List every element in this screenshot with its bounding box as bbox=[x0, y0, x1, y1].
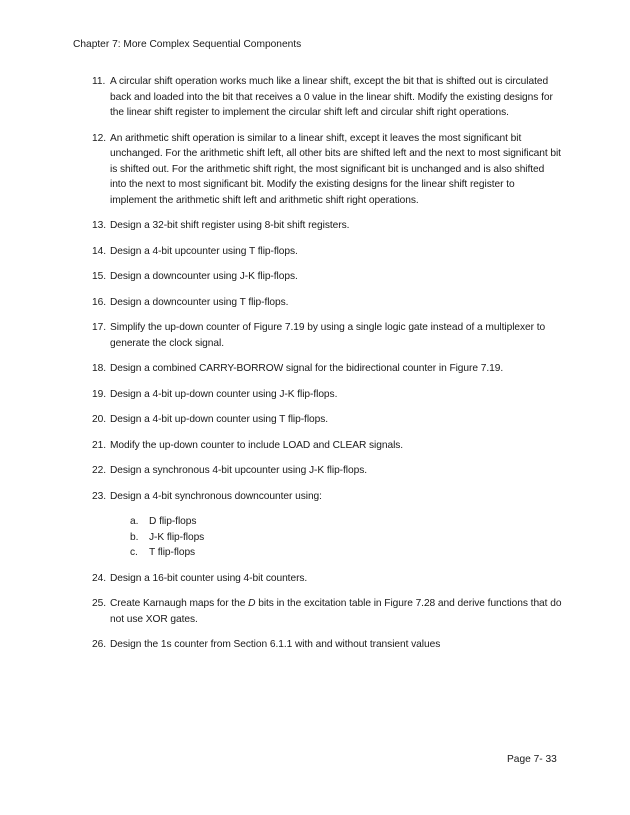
problem-number: 13. bbox=[92, 220, 106, 231]
problem-text: Design a 4-bit upcounter using T flip-flops. bbox=[110, 245, 298, 257]
problem-number: 20. bbox=[92, 414, 106, 425]
problem-number: 12. bbox=[92, 132, 106, 144]
problem-number: 17. bbox=[92, 322, 106, 333]
italic-variable-d: D bbox=[248, 598, 256, 609]
running-header: Chapter 7: More Complex Sequential Components bbox=[73, 39, 302, 50]
problem-18 bbox=[92, 361, 562, 377]
problem-text: A circular shift operation works much like a linear shift, except the bit that is shifted out is circulated back and loaded into the bit that receives a 0 value in the linear shift. Modify the existing designs for the linear shift register to implement the circular shift left and circular shift right operations. bbox=[110, 76, 553, 118]
problem-number: 19. bbox=[92, 388, 106, 400]
problem-number: 16. bbox=[92, 296, 106, 308]
problem-26 bbox=[92, 637, 562, 653]
problem-text: Design a synchronous 4-bit upcounter using J-K flip-flops. bbox=[110, 465, 368, 476]
problem-text: Design a downcounter using T flip-flops. bbox=[110, 296, 289, 308]
problem-13 bbox=[92, 218, 562, 234]
problem-text-start: Create Karnaugh maps for the bbox=[110, 598, 249, 609]
problem-15 bbox=[92, 269, 562, 285]
problem-14 bbox=[92, 244, 562, 260]
problem-list bbox=[92, 74, 562, 663]
problem-number: 26. bbox=[92, 639, 106, 650]
problem-text: Simplify the up-down counter of Figure 7.19 by using a single logic gate instead of a multiplexer to generate the clock signal. bbox=[110, 322, 546, 349]
problem-number: 11. bbox=[92, 76, 106, 87]
problem-text-end: bits in the excitation table in Figure 7.28 and derive functions that do not use XOR gates. bbox=[110, 598, 562, 625]
problem-text: An arithmetic shift operation is similar to a linear shift, except it leaves the most significant bit unchanged. For the arithmetic shift left, all other bits are shifted left and the next to most significant bit is shifted out. For the arithmetic shift right, the most significant bit is unchanged and is also shifted into the next to most significant bit. Modify the existing designs for the linear shift register to implement the arithmetic shift left and arithmetic shift right operations. bbox=[110, 132, 561, 206]
option-text: D flip-flops bbox=[149, 516, 197, 527]
option-a bbox=[130, 514, 562, 530]
problem-text: Design a 4-bit synchronous downcounter using: bbox=[110, 490, 322, 502]
problem-number: 18. bbox=[92, 363, 106, 374]
problem-24 bbox=[92, 571, 562, 587]
problem-21 bbox=[92, 438, 562, 454]
option-text: J-K flip-flops bbox=[149, 531, 205, 543]
problem-number: 25. bbox=[92, 598, 106, 609]
problem-19 bbox=[92, 387, 562, 403]
problem-text: Design a downcounter using J-K flip-flops. bbox=[110, 271, 298, 282]
problem-text: Design a 16-bit counter using 4-bit counters. bbox=[110, 572, 308, 584]
problem-number: 15. bbox=[92, 271, 106, 282]
problem-text: Modify the up-down counter to include LOAD and CLEAR signals. bbox=[110, 439, 404, 451]
option-marker: c. bbox=[130, 547, 138, 558]
problem-number: 22. bbox=[92, 465, 106, 476]
problem-16 bbox=[92, 295, 562, 311]
option-b bbox=[130, 530, 562, 546]
problem-number: 24. bbox=[92, 572, 106, 584]
problem-11 bbox=[92, 74, 562, 121]
problem-number: 21. bbox=[92, 439, 106, 451]
problem-17 bbox=[92, 320, 562, 351]
problem-text: Design a 4-bit up-down counter using T flip-flops. bbox=[110, 414, 329, 425]
problem-text: Design the 1s counter from Section 6.1.1 with and without transient values bbox=[110, 639, 441, 650]
problem-number: 23. bbox=[92, 490, 106, 502]
problem-20 bbox=[92, 412, 562, 428]
problem-23-options bbox=[110, 514, 562, 561]
problem-12 bbox=[92, 131, 562, 209]
problem-22 bbox=[92, 463, 562, 479]
problem-text: Design a 4-bit up-down counter using J-K flip-flops. bbox=[110, 388, 338, 400]
problem-25 bbox=[92, 596, 562, 627]
page-number: Page 7- 33 bbox=[507, 754, 557, 765]
problem-number: 14. bbox=[92, 245, 106, 257]
option-marker: b. bbox=[130, 531, 139, 543]
option-c bbox=[130, 545, 562, 561]
problem-23 bbox=[92, 489, 562, 561]
problem-text: Design a combined CARRY-BORROW signal for the bidirectional counter in Figure 7.19. bbox=[110, 363, 504, 374]
option-text: T flip-flops bbox=[149, 547, 196, 558]
problem-text: Design a 32-bit shift register using 8-bit shift registers. bbox=[110, 220, 350, 231]
option-marker: a. bbox=[130, 516, 139, 527]
